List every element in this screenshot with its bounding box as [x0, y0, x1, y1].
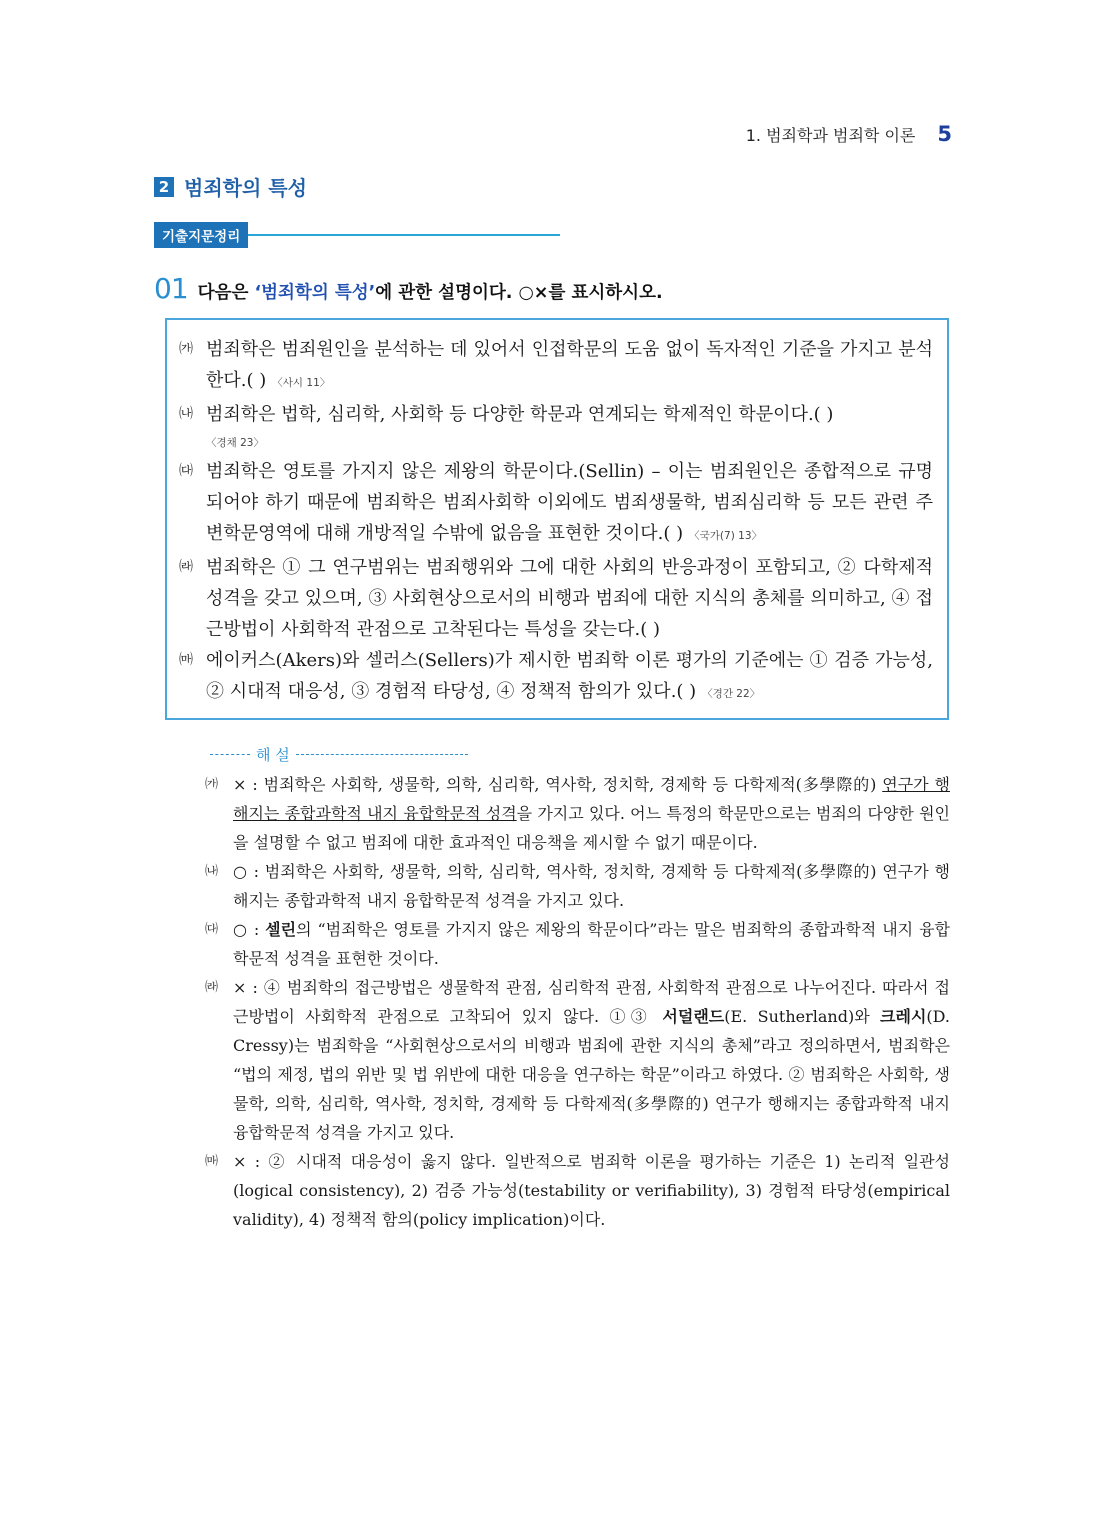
statement-source: 〈사시 11〉	[272, 377, 331, 389]
answer-text: ○ :	[233, 920, 266, 939]
answer-underlined-text: 연구가 행해지는 종합과학적 내지 융합학문적 성격	[233, 775, 950, 823]
answer-marker: ㈐	[205, 922, 219, 937]
answer-item	[205, 857, 950, 915]
answer-list	[205, 770, 950, 1234]
answer-marker: ㈏	[205, 864, 219, 879]
statement-text: 에이커스(Akers)와 셀러스(Sellers)가 제시한 범죄학 이론 평가의 기준에는 ① 검증 가능성, ② 시대적 대응성, ③ 경험적 타당성, ④ 정책적 함의가 있다.( )	[206, 650, 933, 702]
answer-text: (E. Sutherland)와	[724, 1007, 881, 1026]
statement-marker: ㈑	[179, 559, 193, 575]
answer-text: × : 범죄학은 사회학, 생물학, 의학, 심리학, 역사학, 정치학, 경제학 등 다학제적(多學際的)	[233, 775, 883, 794]
answer-text-rest: 의 “범죄학은 영토를 가지지 않은 제왕의 학문이다”라는 말은 범죄학의 종합과학적 내지 융합학문적 성격을 표현한 것이다.	[233, 920, 950, 968]
answer-item	[205, 973, 950, 1147]
answer-text-rest: 을 가지고 있다. 어느 특정의 학문만으로는 범죄의 다양한 원인을 설명할 수 없고 범죄에 대한 효과적인 대응책을 제시할 수 없기 때문이다.	[233, 804, 950, 852]
statement-item	[179, 456, 933, 552]
answer-keyword: 셀린	[265, 920, 297, 939]
statement-item	[179, 399, 933, 456]
statement-source: 〈경채 23〉	[206, 437, 264, 449]
statement-source: 〈경간 22〉	[702, 688, 761, 700]
statement-item	[179, 552, 933, 645]
tag-divider	[248, 234, 560, 236]
statement-item	[179, 645, 933, 710]
tag-row	[154, 222, 560, 248]
statement-source: 〈국가(7) 13〉	[689, 530, 762, 542]
statement-item	[179, 334, 933, 399]
section-number-badge: 2	[154, 177, 174, 197]
question-text	[198, 279, 663, 304]
statement-text: 범죄학은 영토를 가지지 않은 제왕의 학문이다.(Sellin) – 이는 범죄원인은 종합적으로 규명되어야 하기 때문에 범죄학은 범죄사회학 이외에도 범죄생물학, 범죄심리학 등 모든 관련 주변학문영역에 대해 개방적일 수밖에 없음을 표현한 것이다.( )	[206, 461, 933, 544]
answer-text: × : ② 시대적 대응성이 옳지 않다. 일반적으로 범죄학 이론을 평가하는 기준은 1) 논리적 일관성(logical consistency), 2) 검증 가능성(testability or verifiability), 3) 경험적 타당성(empirical validity), 4) 정책적 함의(policy implication)이다.	[233, 1152, 950, 1229]
running-head	[746, 122, 952, 146]
statement-text: 범죄학은 ① 그 연구범위는 범죄행위와 그에 대한 사회의 반응과정이 포함되고, ② 다학제적 성격을 갖고 있으며, ③ 사회현상으로서의 비행과 범죄에 대한 지식의 총체를 의미하고, ④ 접근방법이 사회학적 관점으로 고착된다는 특성을 갖는다.( )	[206, 557, 933, 640]
dashed-rule-left	[210, 754, 250, 755]
answer-text: ○ : 범죄학은 사회학, 생물학, 의학, 심리학, 역사학, 정치학, 경제학 등 다학제적(多學際的) 연구가 행해지는 종합과학적 내지 융합학문적 성격을 가지고 있다.	[233, 862, 950, 910]
question-highlight: ‘범죄학의 특성’	[254, 283, 376, 303]
statement-text: 범죄학은 법학, 심리학, 사회학 등 다양한 학문과 연계되는 학제적인 학문이다.( )	[206, 404, 834, 425]
answer-text: (D. Cressy)는 범죄학을 “사회현상으로서의 비행과 범죄에 관한 지식의 총체”라고 정의하면서, 범죄학은 “법의 제정, 법의 위반 및 법 위반에 대한 대응을 연구하는 학문”이라고 하였다. ② 범죄학은 사회학, 생물학, 의학, 심리학, 역사학, 정치학, 경제학 등 다학제적(多學際的) 연구가 행해지는 종합과학적 내지 융합학문적 성격을 가지고 있다.	[233, 1007, 950, 1142]
statement-marker: ㈐	[179, 463, 193, 479]
statement-box	[165, 318, 949, 720]
answer-marker: ㈒	[205, 1154, 219, 1169]
section-title: 범죄학의 특성	[184, 176, 307, 200]
section-heading	[154, 172, 307, 201]
question-heading	[154, 272, 663, 305]
answer-item	[205, 770, 950, 857]
chapter-title: 1. 범죄학과 범죄학 이론	[745, 126, 916, 145]
statement-marker: ㈎	[179, 341, 193, 357]
answer-heading	[210, 744, 468, 765]
answer-marker: ㈎	[205, 777, 219, 792]
question-number: 01	[154, 272, 188, 305]
question-prefix: 다음은	[197, 283, 255, 303]
answer-keyword: 서덜랜드	[662, 1007, 725, 1026]
question-suffix: 에 관한 설명이다. ○×를 표시하시오.	[375, 283, 663, 303]
answer-keyword: 크레시	[880, 1007, 927, 1026]
answer-item	[205, 1147, 950, 1234]
answer-text: × : ④ 범죄학의 접근방법은 생물학적 관점, 심리학적 관점, 사회학적 관점으로 나누어진다. 따라서 접근방법이 사회학적 관점으로 고착되어 있지 않다. ①③	[233, 978, 950, 1026]
statement-marker: ㈒	[179, 652, 193, 668]
statement-text: 범죄학은 범죄원인을 분석하는 데 있어서 인접학문의 도움 없이 독자적인 기준을 가지고 분석한다.( )	[206, 339, 933, 391]
answer-heading-label: 해 설	[256, 746, 290, 764]
answer-marker: ㈑	[205, 980, 219, 995]
dashed-rule-right	[296, 754, 468, 755]
exam-summary-tag: 기출지문정리	[154, 222, 248, 248]
statement-marker: ㈏	[179, 406, 193, 422]
answer-item	[205, 915, 950, 973]
page-number: 5	[937, 122, 952, 146]
